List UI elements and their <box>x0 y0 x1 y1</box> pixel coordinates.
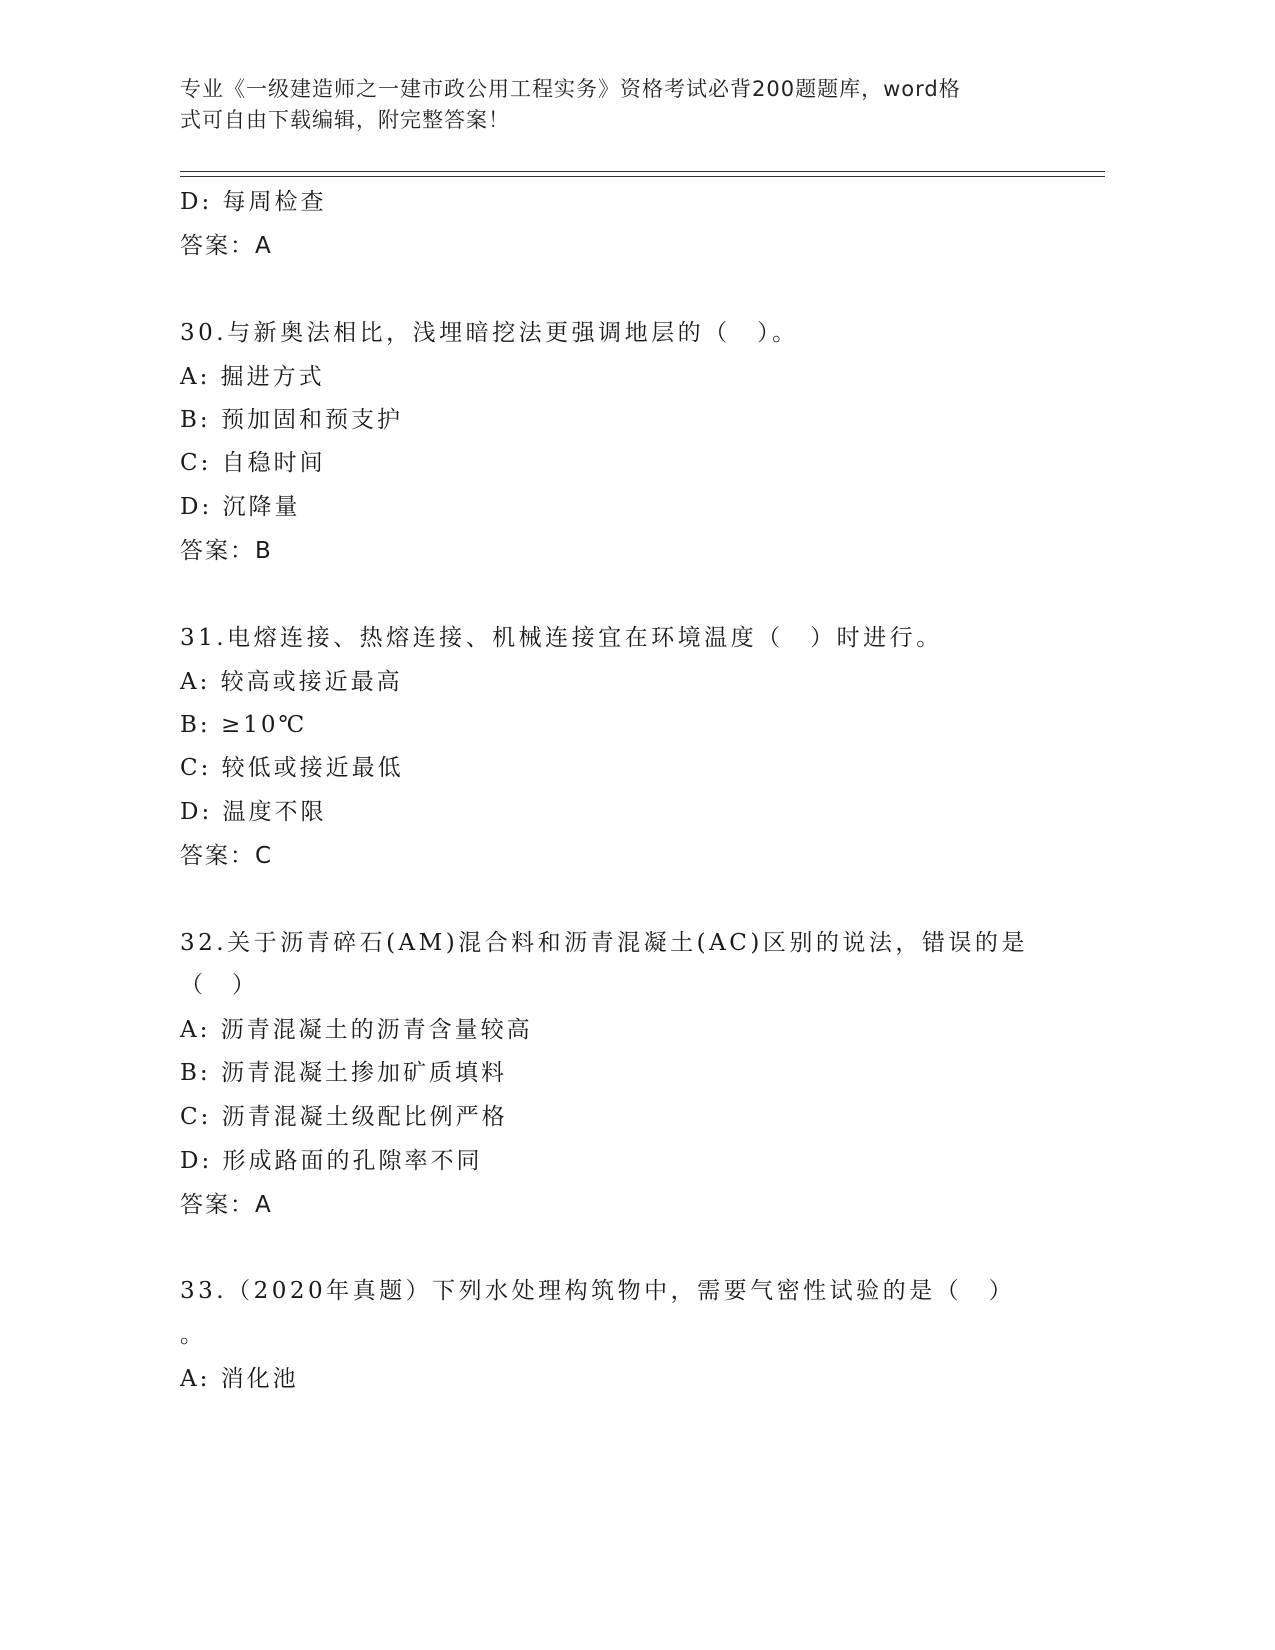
q32-stem-line-2: （ ） <box>180 972 258 998</box>
header-line-1: 专业《一级建造师之一建市政公用工程实务》资格考试必背200题题库，word格 <box>180 77 961 101</box>
q31-stem: 31.电熔连接、热熔连接、机械连接宜在环境温度（ ）时进行。 <box>180 625 943 651</box>
q31-option-c: C: 较低或接近最低 <box>180 755 404 781</box>
q31-option-d: D: 温度不限 <box>180 799 327 825</box>
prev-answer: 答案：A <box>180 233 273 259</box>
q32-answer: 答案：A <box>180 1192 273 1218</box>
q32-option-c: C: 沥青混凝土级配比例严格 <box>180 1104 508 1130</box>
q30-option-c: C: 自稳时间 <box>180 450 326 476</box>
q31-option-b: B: ≥10℃ <box>180 712 308 738</box>
q30-answer: 答案：B <box>180 538 273 564</box>
q32-option-d: D: 形成路面的孔隙率不同 <box>180 1148 483 1174</box>
q33-stem-line-2: 。 <box>180 1322 206 1348</box>
q30-option-a: A: 掘进方式 <box>180 364 325 390</box>
q30-stem: 30.与新奥法相比，浅埋暗挖法更强调地层的（ ）。 <box>180 320 799 346</box>
q30-option-d: D: 沉降量 <box>180 494 301 520</box>
header-divider-top <box>180 171 1105 172</box>
header-divider-bottom <box>180 176 1105 177</box>
q31-answer: 答案：C <box>180 843 274 869</box>
q32-option-a: A: 沥青混凝土的沥青含量较高 <box>180 1017 533 1043</box>
q33-option-a: A: 消化池 <box>180 1366 299 1392</box>
q33-stem-line-1: 33.（2020年真题）下列水处理构筑物中，需要气密性试验的是（ ） <box>180 1278 1016 1304</box>
header-line-2: 式可自由下载编辑，附完整答案！ <box>180 108 510 132</box>
q32-option-b: B: 沥青混凝土掺加矿质填料 <box>180 1060 507 1086</box>
q32-stem-line-1: 32.关于沥青碎石(AM)混合料和沥青混凝土(AC)区别的说法，错误的是 <box>180 930 1028 956</box>
document-header <box>180 74 1040 136</box>
q31-option-a: A: 较高或接近最高 <box>180 669 403 695</box>
q30-option-b: B: 预加固和预支护 <box>180 407 403 433</box>
prev-option-d: D: 每周检查 <box>180 189 327 215</box>
